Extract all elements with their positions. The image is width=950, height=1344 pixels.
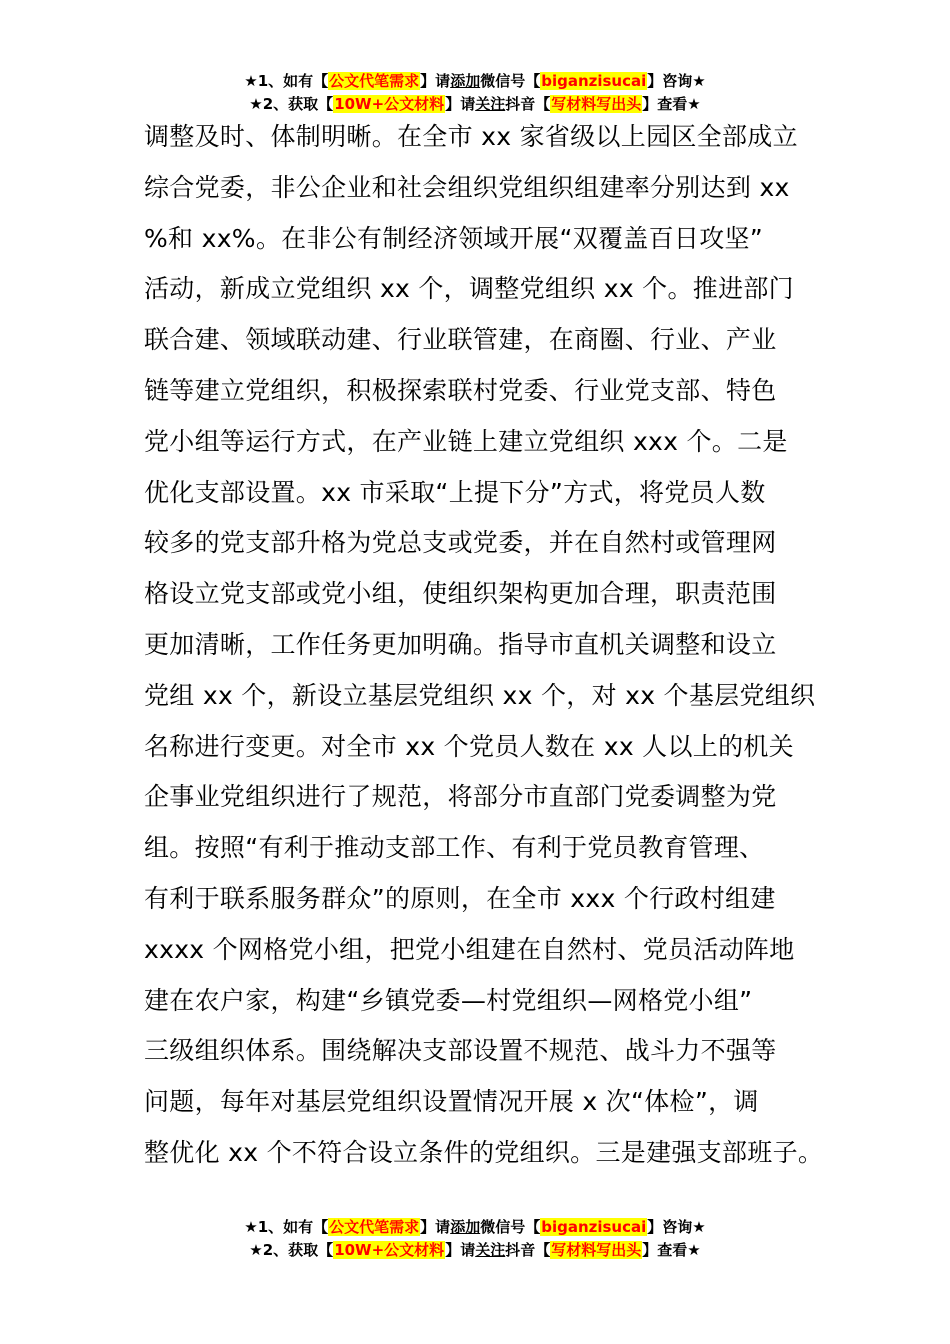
promo-underline: 添加 bbox=[450, 72, 481, 90]
document-body bbox=[144, 112, 824, 1179]
promo-underline: 关注 bbox=[475, 95, 506, 113]
body-line: %和 xx%。在非公有制经济领域开展“双覆盖百日攻坚” bbox=[144, 223, 764, 253]
body-line: 综合党委，非公企业和社会组织党组织组建率分别达到 xx bbox=[144, 172, 790, 202]
promo-highlight: 公文代笔需求 bbox=[329, 72, 420, 90]
promo-highlight: 10W+公文材料 bbox=[334, 1241, 445, 1259]
promo-text: 微信号【 bbox=[480, 72, 541, 90]
body-line: 格设立党支部或党小组，使组织架构更加合理，职责范围 bbox=[144, 579, 777, 609]
promo-text: ★2、获取【 bbox=[249, 1241, 334, 1259]
promo-text: 】请 bbox=[420, 1218, 451, 1236]
body-line: 整优化 xx 个不符合设立条件的党组织。三是建强支部班子。 bbox=[144, 1137, 824, 1167]
body-line: 较多的党支部升格为党总支或党委，并在自然村或管理网 bbox=[144, 528, 777, 558]
body-line: 建在农户家，构建“乡镇党委—村党组织—网格党小组” bbox=[144, 985, 753, 1015]
promo-line-1 bbox=[0, 1216, 950, 1239]
promo-line-2 bbox=[0, 1239, 950, 1262]
promo-text: 】请 bbox=[445, 1241, 476, 1259]
body-line: 优化支部设置。xx 市采取“上提下分”方式，将党员人数 bbox=[144, 477, 766, 507]
body-line: xxxx 个网格党小组，把党小组建在自然村、党员活动阵地 bbox=[144, 934, 795, 964]
body-line: 企事业党组织进行了规范，将部分市直部门党委调整为党 bbox=[144, 782, 777, 812]
bottom-promo-banner bbox=[0, 1216, 950, 1262]
promo-text: 】查看★ bbox=[642, 1241, 701, 1259]
body-line: 三级组织体系。围绕解决支部设置不规范、战斗力不强等 bbox=[144, 1036, 777, 1066]
promo-highlight: 10W+公文材料 bbox=[334, 95, 445, 113]
promo-text: 】请 bbox=[445, 95, 476, 113]
body-line: 更加清晰，工作任务更加明确。指导市直机关调整和设立 bbox=[144, 629, 777, 659]
body-line: 有利于联系服务群众”的原则，在全市 xxx 个行政村组建 bbox=[144, 883, 776, 913]
promo-underline: 关注 bbox=[475, 1241, 506, 1259]
promo-line-1 bbox=[0, 70, 950, 93]
body-line: 活动，新成立党组织 xx 个，调整党组织 xx 个。推进部门 bbox=[144, 274, 794, 304]
promo-text: 】请 bbox=[420, 72, 451, 90]
promo-highlight: 公文代笔需求 bbox=[329, 1218, 420, 1236]
body-line: 党组 xx 个，新设立基层党组织 xx 个，对 xx 个基层党组织 bbox=[144, 680, 816, 710]
body-line: 组。按照“有利于推动支部工作、有利于党员教育管理、 bbox=[144, 833, 765, 863]
promo-text: 】咨询★ bbox=[647, 72, 706, 90]
promo-text: 抖音【 bbox=[505, 95, 551, 113]
promo-text: ★2、获取【 bbox=[249, 95, 334, 113]
body-line: 链等建立党组织，积极探索联村党委、行业党支部、特色 bbox=[144, 375, 777, 405]
body-line: 联合建、领域联动建、行业联管建，在商圈、行业、产业 bbox=[144, 325, 777, 355]
promo-text: 抖音【 bbox=[505, 1241, 551, 1259]
body-line: 调整及时、体制明晰。在全市 xx 家省级以上园区全部成立 bbox=[144, 122, 798, 151]
body-line: 问题，每年对基层党组织设置情况开展 x 次“体检”，调 bbox=[144, 1087, 759, 1117]
top-promo-banner bbox=[0, 70, 950, 116]
body-line: 党小组等运行方式，在产业链上建立党组织 xxx 个。二是 bbox=[144, 426, 788, 456]
promo-text: 】咨询★ bbox=[647, 1218, 706, 1236]
promo-underline: 添加 bbox=[450, 1218, 481, 1236]
wechat-id-highlight: biganzisucai bbox=[541, 72, 647, 90]
promo-text: ★1、如有【 bbox=[244, 1218, 329, 1236]
wechat-id-highlight: biganzisucai bbox=[541, 1218, 647, 1236]
promo-text: 】查看★ bbox=[642, 95, 701, 113]
promo-text: 微信号【 bbox=[480, 1218, 541, 1236]
promo-text: ★1、如有【 bbox=[244, 72, 329, 90]
body-line: 名称进行变更。对全市 xx 个党员人数在 xx 人以上的机关 bbox=[144, 731, 794, 761]
douyin-id-highlight: 写材料写出头 bbox=[551, 1241, 642, 1259]
douyin-id-highlight: 写材料写出头 bbox=[551, 95, 642, 113]
